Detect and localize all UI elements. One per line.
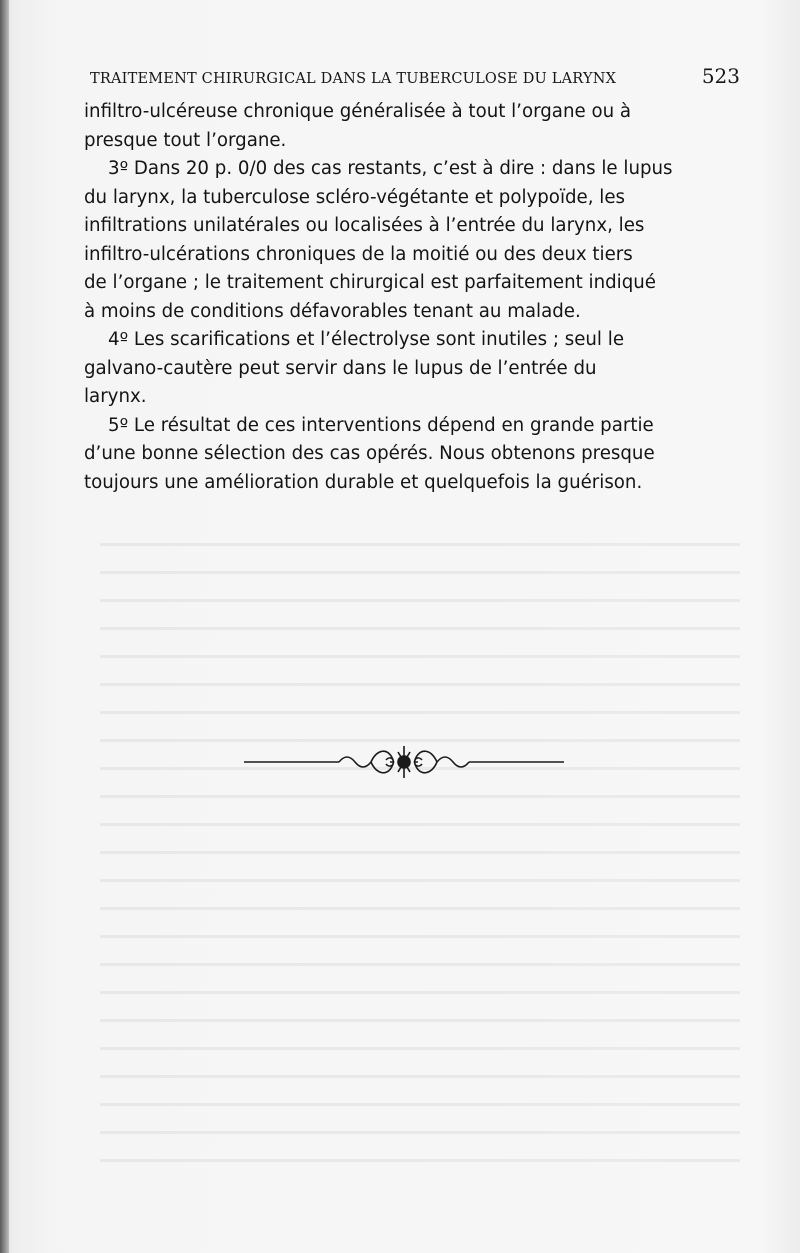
paragraph-point-5: [84, 412, 740, 498]
running-header: [90, 64, 740, 94]
running-title: TRAITEMENT CHIRURGICAL DANS LA TUBERCULOSE DU LARYNX: [90, 71, 617, 87]
text-line: de l’organe ; le traitement chirurgical est parfaitement indiqué: [84, 272, 656, 293]
text-line: d’une bonne sélection des cas opérés. Nous obtenons presque: [84, 443, 655, 464]
text-line: larynx.: [84, 386, 147, 407]
text-line: toujours une amélioration durable et quelquefois la guérison.: [84, 471, 643, 493]
text-line: infiltro-ulcéreuse chronique généralisée à tout l’organe ou à: [84, 101, 632, 122]
text-line: 4º Les scarifications et l’électrolyse sont inutiles ; seul le: [108, 329, 625, 350]
binding-edge: [0, 0, 9, 1253]
paragraph-point-4: [84, 326, 740, 412]
text-line: infiltro-ulcérations chroniques de la moitié ou des deux tiers: [84, 243, 633, 265]
text-line: 5º Le résultat de ces interventions dépend en grande partie: [108, 414, 654, 436]
show-through-text: [100, 525, 740, 1185]
text-line: du larynx, la tuberculose scléro-végétante et polypoïde, les: [84, 186, 626, 208]
text-line: presque tout l’organe.: [84, 129, 287, 151]
fleuron-divider-icon: [244, 742, 564, 782]
page-number: 523: [701, 64, 740, 88]
text-line: à moins de conditions défavorables tenant au malade.: [84, 300, 581, 322]
paragraph-continuation: [84, 98, 740, 155]
paragraph-point-3: [84, 155, 740, 326]
text-line: 3º Dans 20 p. 0/0 des cas restants, c’est à dire : dans le lupus: [108, 158, 673, 179]
body-text: [84, 98, 740, 497]
text-line: galvano-cautère peut servir dans le lupus de l’entrée du: [84, 357, 597, 379]
text-line: infiltrations unilatérales ou localisées à l’entrée du larynx, les: [84, 215, 645, 236]
